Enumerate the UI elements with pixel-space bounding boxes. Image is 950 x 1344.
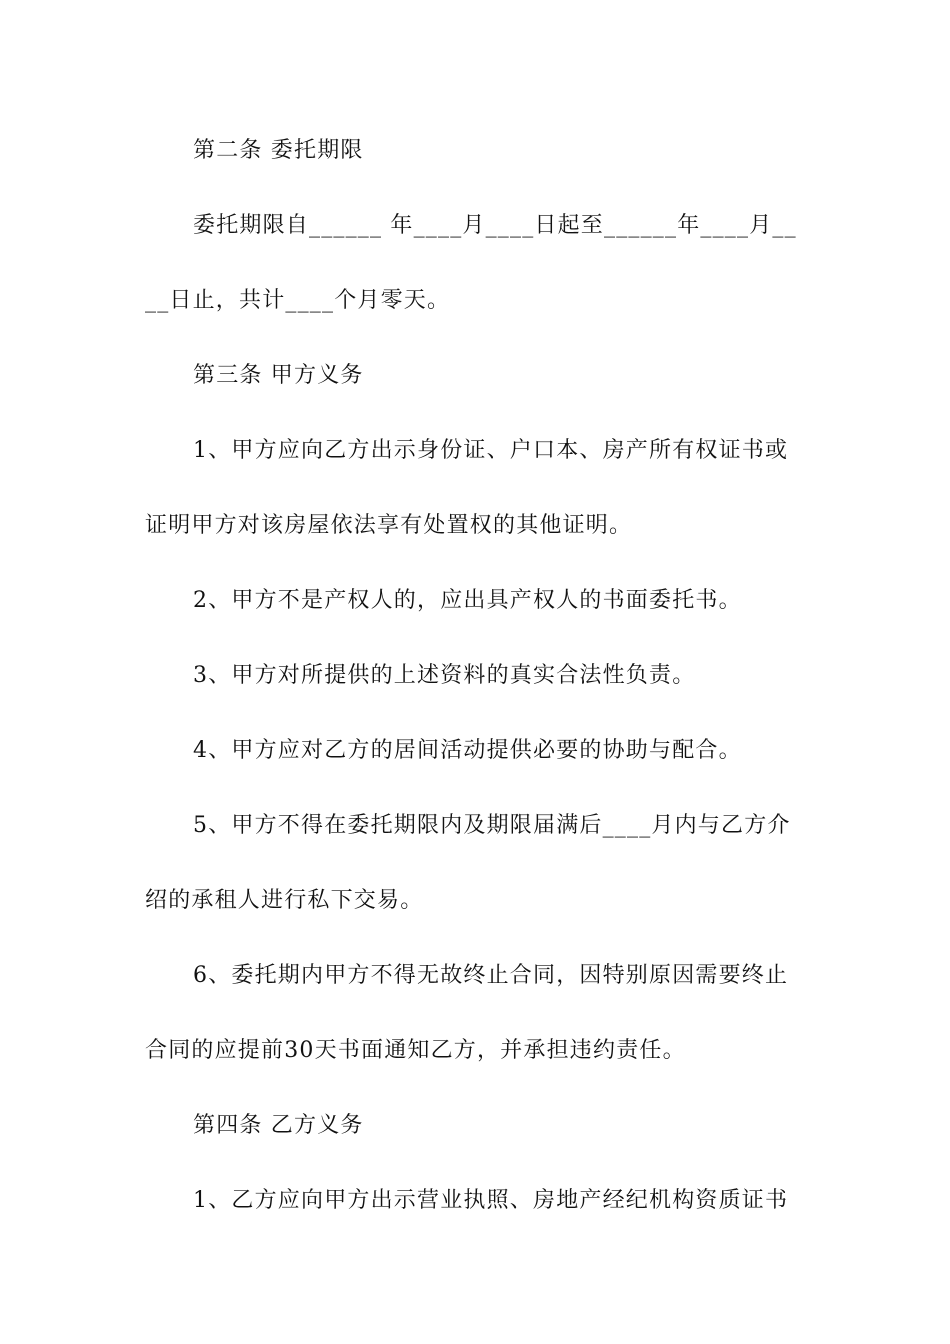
party-a-duty-1-line-2: 证明甲方对该房屋依法享有处置权的其他证明。 <box>145 513 633 538</box>
party-a-duty-3: 3、甲方对所提供的上述资料的真实合法性负责。 <box>193 663 696 688</box>
party-a-duty-5-line-1: 5、甲方不得在委托期限内及期限届满后____月内与乙方介 <box>193 813 791 838</box>
heading-article-4: 第四条 乙方义务 <box>193 1113 364 1138</box>
paragraph-term-line-1: 委托期限自______ 年____月____日起至______年____月__ <box>193 213 797 238</box>
party-b-duty-1-line-1: 1、乙方应向甲方出示营业执照、房地产经纪机构资质证书 <box>193 1188 789 1213</box>
party-a-duty-4: 4、甲方应对乙方的居间活动提供必要的协助与配合。 <box>193 738 742 763</box>
party-a-duty-2: 2、甲方不是产权人的，应出具产权人的书面委托书。 <box>193 588 742 613</box>
heading-article-2: 第二条 委托期限 <box>193 138 364 163</box>
paragraph-term-line-2: __日止，共计____个月零天。 <box>145 288 451 313</box>
heading-article-3: 第三条 甲方义务 <box>193 363 364 388</box>
party-a-duty-6-line-2: 合同的应提前30天书面通知乙方，并承担违约责任。 <box>145 1038 686 1063</box>
party-a-duty-6-line-1: 6、委托期内甲方不得无故终止合同，因特别原因需要终止 <box>193 963 789 988</box>
party-a-duty-1-line-1: 1、甲方应向乙方出示身份证、户口本、房产所有权证书或 <box>193 438 789 463</box>
party-a-duty-5-line-2: 绍的承租人进行私下交易。 <box>145 888 424 913</box>
